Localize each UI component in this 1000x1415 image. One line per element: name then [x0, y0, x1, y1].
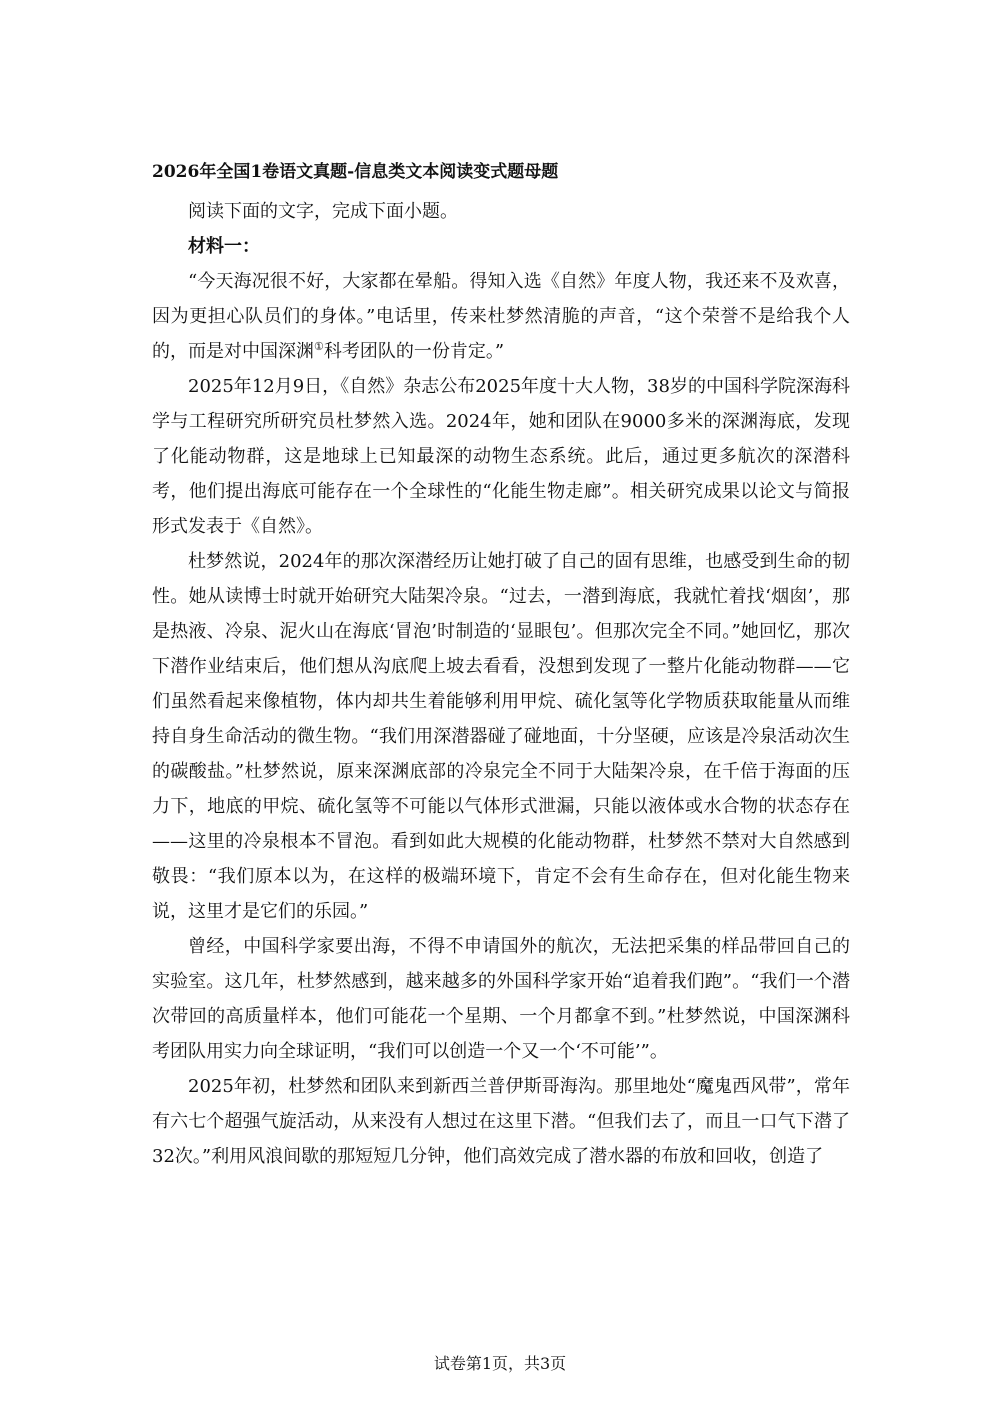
paragraph-1-text-b: 科考团队的一份肯定。”	[323, 341, 505, 362]
paragraph-3: 杜梦然说，2024年的那次深潜经历让她打破了自己的固有思维，也感受到生命的韧性。她从读博士时就开始研究大陆架冷泉。“过去，一潜到海底，我就忙着找‘烟囱’，那是热液、冷泉、泥火山在海底‘冒泡’时制造的‘显眼包’。但那次完全不同。”她回忆，那次下潜作业结束后，他们想从沟底爬上坡去看看，没想到发现了一整片化能动物群——它们虽然看起来像植物，体内却共生着能够利用甲烷、硫化氢等化学物质获取能量从而维持自身生命活动的微生物。“我们用深潜器碰了碰地面，十分坚硬，应该是冷泉活动次生的碳酸盐。”杜梦然说，原来深渊底部的冷泉完全不同于大陆架冷泉，在千倍于海面的压力下，地底的甲烷、硫化氢等不可能以气体形式泄漏，只能以液体或水合物的状态存在——这里的冷泉根本不冒泡。看到如此大规模的化能动物群，杜梦然不禁对大自然感到敬畏：“我们原本以为，在这样的极端环境下，肯定不会有生命存在，但对化能生物来说，这里才是它们的乐园。”	[152, 551, 850, 922]
paragraph-4: 曾经，中国科学家要出海，不得不申请国外的航次，无法把采集的样品带回自己的实验室。这几年，杜梦然感到，越来越多的外国科学家开始“追着我们跑”。“我们一个潜次带回的高质量样本，他们可能花一个星期、一个月都拿不到。”杜梦然说，中国深渊科考团队用实力向全球证明，“我们可以创造一个又一个‘不可能’”。	[152, 936, 850, 1062]
paragraph-5: 2025年初，杜梦然和团队来到新西兰普伊斯哥海沟。那里地处“魔鬼西风带”，常年有六七个超强气旋活动，从来没有人想过在这里下潜。“但我们去了，而且一口气下潜了32次。”利用风浪间歇的那短短几分钟，他们高效完成了潜水器的布放和回收，创造了	[152, 1076, 850, 1167]
material-label: 材料一：	[188, 236, 260, 257]
reading-instruction: 阅读下面的文字，完成下面小题。	[188, 201, 458, 222]
paragraph-1-text-a: “今天海况很不好，大家都在晕船。得知入选《自然》年度人物，我还来不及欢喜，因为更担心队员们的身体。”电话里，传来杜梦然清脆的声音，“这个荣誉不是给我个人的，而是对中国深渊	[152, 271, 850, 362]
document-title: 2026年全国1卷语文真题-信息类文本阅读变式题母题	[152, 162, 559, 182]
page-content	[152, 150, 850, 1174]
paragraph-2: 2025年12月9日，《自然》杂志公布2025年度十大人物，38岁的中国科学院深海科学与工程研究所研究员杜梦然入选。2024年，她和团队在9000多米的深渊海底，发现了化能动物群，这是地球上已知最深的动物生态系统。此后，通过更多航次的深潜科考，他们提出海底可能存在一个全球性的“化能生物走廊”。相关研究成果以论文与简报形式发表于《自然》。	[152, 376, 850, 537]
page-footer: 试卷第1页，共3页	[433, 1354, 567, 1373]
paragraph-1	[152, 264, 850, 369]
footnote-marker: ①	[314, 340, 324, 353]
